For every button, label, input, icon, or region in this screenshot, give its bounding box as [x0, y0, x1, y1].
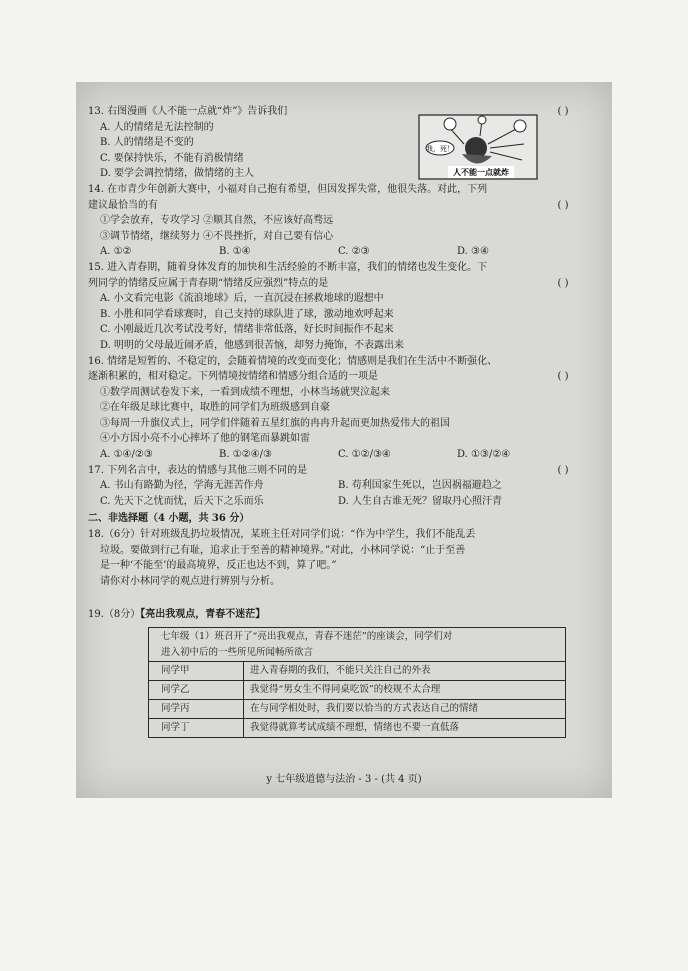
q13-option-c: C. 要保持快乐，不能有消极情绪: [100, 152, 244, 164]
page-footer: y 七年级道德与法治 - 3 - (共 4 页): [266, 774, 422, 785]
q16-options: [88, 447, 576, 463]
table-row: [149, 681, 566, 700]
q14-answer-paren: ( ): [557, 199, 569, 211]
q19-row4-text: 我觉得就算考试成绩不理想，情绪也不要一直低落: [244, 719, 566, 738]
q16-option-a: A. ①④/②③: [100, 449, 153, 461]
q14-option-b: B. ①④: [219, 246, 251, 258]
q15-option-b: B. 小胜和同学看球赛时，自己支持的球队进了球，激动地欢呼起来: [100, 308, 394, 320]
q15-answer-paren: ( ): [557, 277, 569, 289]
q19-row2-name: 同学乙: [149, 681, 244, 700]
question-15: [88, 260, 576, 354]
q16-stem-line2: 逐渐积累的，相对稳定。下列情境按情绪和情感分组合适的一项是: [88, 371, 378, 383]
q14-option-c: C. ②③: [338, 246, 370, 258]
q14-stem-line2: 建议最恰当的有: [88, 199, 158, 211]
q14-options: [88, 244, 576, 260]
question-18: [88, 527, 576, 589]
q17-option-a: A. 书山有路勤为径，学海无涯苦作舟: [100, 480, 264, 492]
table-row: [149, 719, 566, 738]
q13-option-b: B. 人的情绪是不变的: [100, 137, 194, 149]
q13-answer-paren: ( ): [557, 106, 569, 117]
q19-row4-name: 同学丁: [149, 719, 244, 738]
q18-line2: 垃圾。要做到行己有耻，追求止于至善的精神境界。”对此，小林同学说：“止于至善: [100, 544, 466, 556]
question-16: [88, 354, 576, 463]
q17-stem: 17. 下列名言中，表达的情感与其他三则不同的是: [88, 464, 308, 476]
q19-intro-line2: 进入初中后的一些所见所闻畅所欲言: [161, 646, 314, 658]
cartoon-caption: 人不能一点就炸: [453, 168, 509, 177]
q17-option-c: C. 先天下之忧而忧，后天下之乐而乐: [100, 495, 264, 507]
q17-options-row1: [88, 478, 576, 494]
q14-items-1: ①学会放弃，专攻学习 ②顺其自然，不应该好高骛远: [100, 215, 334, 227]
question-14: [88, 182, 576, 260]
q18-line3: 是一种‘不能至’的最高境界，反正也达不到，算了吧。”: [100, 560, 337, 572]
q19-table: [148, 627, 566, 738]
q15-option-a: A. 小文看完电影《流浪地球》后，一直沉浸在拯救地球的遐想中: [100, 293, 384, 305]
q16-item-1: ①数学周测试卷发下来，一看到成绩不理想，小林当场就哭泣起来: [100, 386, 390, 398]
q14-option-d: D. ③④: [457, 246, 489, 258]
q16-option-c: C. ①②/③④: [338, 449, 391, 461]
q15-option-d: D. 明明的父母最近闹矛盾，他感到很苦恼，却努力掩饰，不表露出来: [100, 339, 405, 351]
q17-answer-paren: ( ): [557, 464, 569, 476]
q18-score: （6分）: [103, 529, 141, 541]
q18-number: 18.: [88, 529, 104, 541]
section-2-heading: 二、非选择题（4 小题，共 36 分）: [88, 513, 250, 525]
q15-stem-line2: 列同学的情绪反应属于青春期“情绪反应强烈”特点的是: [88, 277, 329, 289]
q13-option-a: A. 人的情绪是无法控制的: [100, 121, 214, 133]
q17-option-b: B. 苟利国家生死以，岂因祸福避趋之: [338, 480, 502, 492]
q16-stem-line1: 16. 情绪是短暂的、不稳定的，会随着情境的改变而变化；情感则是我们在生活中不断强化、: [88, 355, 498, 367]
q13-stem: 13. 右图漫画《人不能一点就“炸”》告诉我们: [88, 106, 288, 117]
table-row: [149, 700, 566, 719]
exam-content: [88, 104, 576, 738]
cartoon-image: [418, 114, 538, 180]
q19-row3-text: 在与同学相处时，我们要以恰当的方式表达自己的情绪: [244, 700, 566, 719]
question-19: [88, 607, 576, 738]
q19-row3-name: 同学丙: [149, 700, 244, 719]
q17-options-row2: [88, 494, 576, 510]
q16-option-b: B. ①②④/③: [219, 449, 272, 461]
q15-stem-line1: 15. 进入青春期，随着身体发育的加快和生活经验的不断丰富，我们的情绪也发生变化。下: [88, 261, 488, 273]
q16-answer-paren: ( ): [557, 371, 569, 383]
q19-row2-text: 我觉得“男女生不得同桌吃饭”的校规不太合理: [244, 681, 566, 700]
q19-row1-name: 同学甲: [149, 662, 244, 681]
q18-line4: 请你对小林同学的观点进行辨别与分析。: [100, 575, 280, 587]
q13-option-d: D. 要学会调控情绪，做情绪的主人: [100, 168, 255, 180]
q14-stem-line1: 14. 在市青少年创新大赛中，小福对自己抱有希望，但因发挥失常，他很失落。对此，下列: [88, 183, 488, 195]
cartoon-bubble-text: 我，死！: [426, 145, 454, 153]
q18-line1: 针对班级乱扔垃圾情况，某班主任对同学们说：“作为中学生，我们不能乱丢: [140, 529, 476, 541]
q16-option-d: D. ①③/②④: [457, 449, 511, 461]
q15-option-c: C. 小刚最近几次考试没考好，情绪非常低落，好长时间振作不起来: [100, 324, 394, 336]
q16-item-3: ③每周一升旗仪式上，同学们伴随着五星红旗的冉冉升起而更加热爱伟大的祖国: [100, 417, 450, 429]
q19-intro-line1: 七年级（1）班召开了“亮出我观点，青春不迷茫”的座谈会，同学们对: [161, 631, 453, 642]
q19-intro-cell: [149, 628, 566, 662]
q14-option-a: A. ①②: [100, 246, 132, 258]
table-row: [149, 628, 566, 662]
table-row: [149, 662, 566, 681]
q17-option-d: D. 人生自古谁无死？留取丹心照汗青: [338, 495, 503, 507]
q19-score: （8分）: [103, 609, 141, 621]
q19-row1-text: 进入青春期的我们，不能只关注自己的外表: [244, 662, 566, 681]
q16-item-2: ②在年级足球比赛中，取胜的同学们为班级感到自豪: [100, 402, 330, 414]
q19-number: 19.: [88, 609, 104, 621]
q19-title: 【亮出我观点，青春不迷茫】: [140, 609, 266, 621]
question-13: [88, 104, 576, 182]
q16-item-4: ④小方因小亮不小心摔坏了他的钢笔而暴跳如雷: [100, 433, 310, 445]
q14-items-2: ③调节情绪，继续努力 ④不畏挫折，对自己要有信心: [100, 230, 334, 242]
question-17: [88, 463, 576, 510]
